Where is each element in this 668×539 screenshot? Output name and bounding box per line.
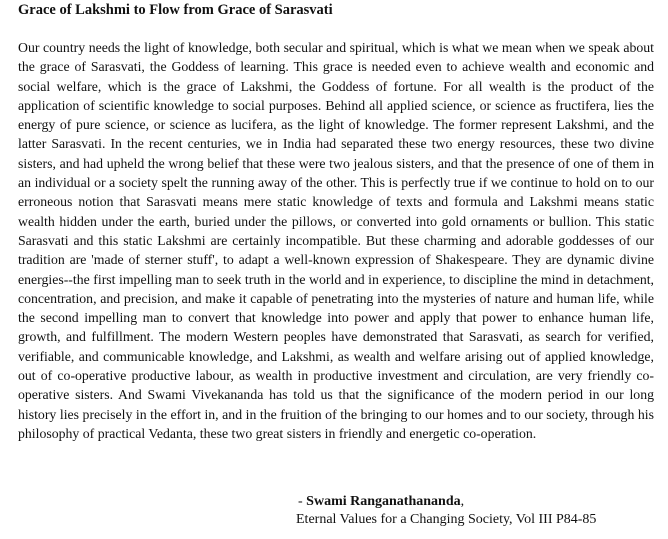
body-paragraph: Our country needs the light of knowledge, both secular and spiritual, which is what we mean when we speak about the grace of Sarasvati, the Goddess of learning. This grace is needed even to achieve wealth and economic and social welfare, which is the grace of Lakshmi, the Goddess of fortune. For all wealth is the product of the application of scientific knowledge to social purposes. Behind all applied science, or science as fructifera, lies the energy of pure science, or science as lucifera, as the light of knowledge. The former represent Lakshmi, and the latter Sarasvati. In the recent centuries, we in India had separated these two energy resources, these two divine sisters, and had upheld the wrong belief that these were two jealous sisters, and that the presence of one of them in an individual or a society spelt the running away of the other. This is perfectly true if we continue to hold on to our erroneous notion that Sarasvati means mere static knowledge of texts and formula and Lakshmi means static wealth hidden under the earth, buried under the pillows, or converted into gold ornaments or bullion. This static Sarasvati and this static Lakshmi are certainly incompatible. But these charming and adorable goddesses of our tradition are 'made of sterner stuff', to adapt a well-known expression of Shakespeare. They are dynamic divine energies--the first impelling man to seek truth in the world and in experience, to discipline the mind in detachment, concentration, and precision, and make it capable of penetrating into the mysteries of nature and human life, while the second impelling man to convert that knowledge into power and apply that power to enhance human life, growth, and fulfillment. The modern Western peoples have demonstrated that Sarasvati, as search for verified, verifiable, and communicable knowledge, and Lakshmi, as wealth and welfare arising out of applied knowledge, out of co-operative productive labour, as wealth in productive investment and circulation, are very friendly co-operative sisters. And Swami Vivekananda has told us that the significance of the modern period in our long history lies precisely in the effort in, and in the fruition of the bringing to our homes and to our society, through his philosophy of practical Vedanta, these two great sisters in friendly and energetic co-operation. <box>18 40 654 441</box>
source-citation: Eternal Values for a Changing Society, Vol III P84-85 <box>296 512 597 527</box>
signature-line <box>298 494 464 510</box>
signature-name: Swami Ranganathananda <box>306 494 461 509</box>
signature-prefix: - <box>298 494 307 509</box>
signature-suffix: , <box>460 494 465 509</box>
document-title: Grace of Lakshmi to Flow from Grace of Sarasvati <box>18 2 333 18</box>
